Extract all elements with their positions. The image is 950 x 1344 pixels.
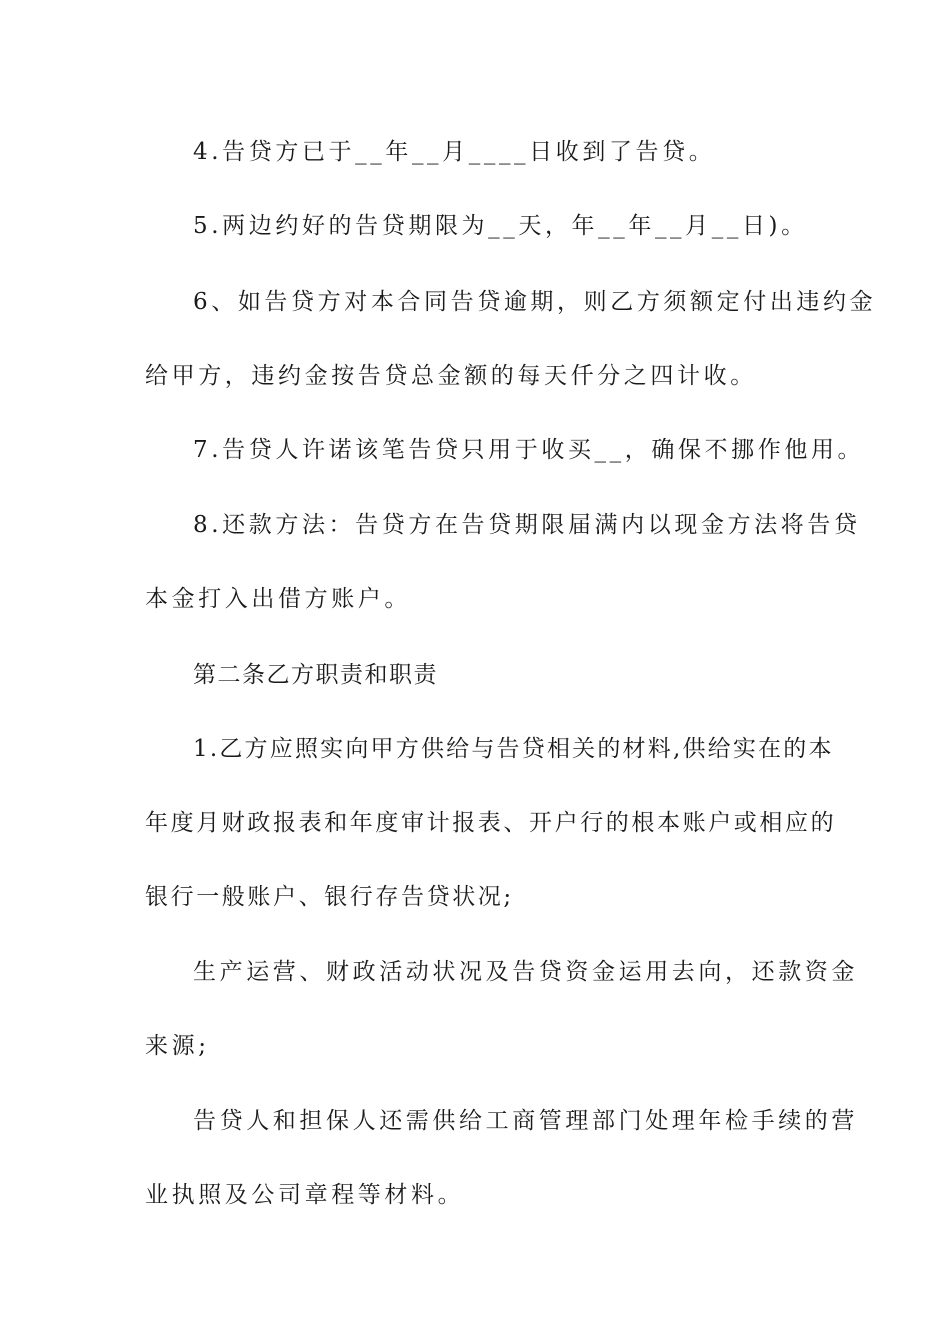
clause-6-penalty-line-1: 6、如告贷方对本合同告贷逾期，则乙方须额定付出违约金	[193, 289, 877, 315]
clause-6-penalty-line-2: 给甲方，违约金按告贷总金额的每天仟分之四计收。	[145, 363, 757, 389]
article-2-item-1-line-1: 1.乙方应照实向甲方供给与告贷相关的材料,供给实在的本	[193, 736, 834, 762]
documents-paragraph-line-2: 业执照及公司章程等材料。	[145, 1182, 465, 1208]
clause-7-loan-purpose: 7.告贷人许诺该笔告贷只用于收买__，确保不挪作他用。	[193, 437, 865, 463]
documents-paragraph-line-1: 告贷人和担保人还需供给工商管理部门处理年检手续的营	[193, 1108, 858, 1134]
article-2-heading: 第二条乙方职责和职责	[193, 662, 438, 688]
clause-4-receipt-date: 4.告贷方已于__年__月____日收到了告贷。	[193, 139, 716, 165]
operations-paragraph-line-2: 来源;	[145, 1033, 210, 1059]
clause-5-loan-term: 5.两边约好的告贷期限为__天，年__年__月__日)。	[193, 213, 808, 239]
article-2-item-1-line-2: 年度月财政报表和年度审计报表、开户行的根本账户或相应的	[145, 810, 837, 836]
operations-paragraph-line-1: 生产运营、财政活动状况及告贷资金运用去向，还款资金	[193, 959, 858, 985]
article-2-item-1-line-3: 银行一般账户、银行存告贷状况;	[145, 884, 514, 910]
clause-8-repayment-line-2: 本金打入出借方账户。	[145, 586, 411, 612]
clause-8-repayment-line-1: 8.还款方法：告贷方在告贷期限届满内以现金方法将告贷	[193, 512, 861, 538]
